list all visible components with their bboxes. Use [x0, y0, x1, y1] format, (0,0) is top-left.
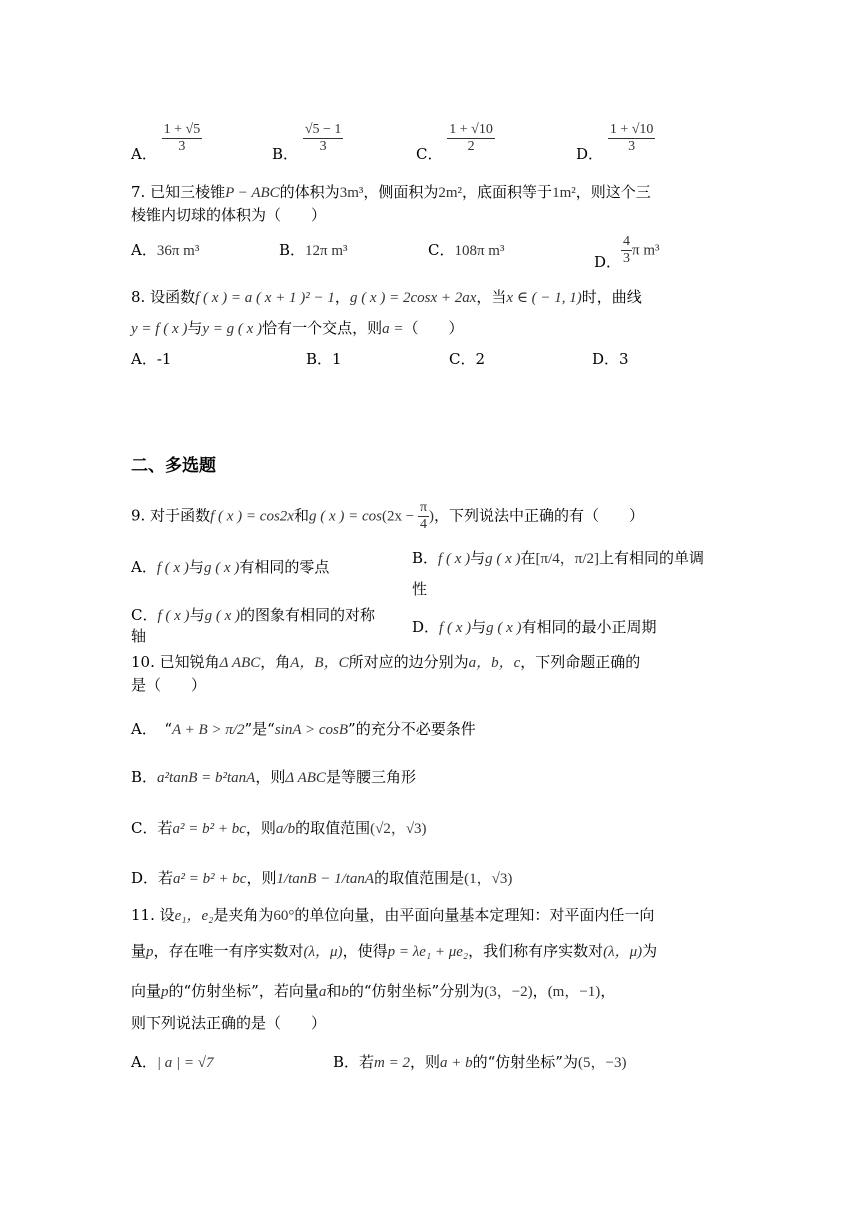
- q11-option-a: A．| a | = √7: [131, 1053, 214, 1071]
- q9-option-c-wrap: 轴: [131, 627, 147, 645]
- q7-line-1: 7. 已知三棱锥P − ABC的体积为3m³，侧面积为2m²，底面积等于1m²，则这个三: [131, 183, 651, 201]
- q6-option-c-fraction: $\frac{1 + √10}{2}$: [449, 122, 493, 154]
- q7-option-d-fraction: $\frac{4}{3}$: [623, 234, 631, 266]
- q10-line-2: 是（ ）: [131, 676, 207, 694]
- q10-option-c: C．若a² = b² + bc，则a/b的取值范围(√2，√3): [131, 819, 427, 837]
- q9-option-b: B．f ( x )与g ( x )在[π/4，π/2]上有相同的单调: [412, 549, 705, 567]
- q6-option-a: A． $\frac{1 + √5}{3}$: [131, 122, 201, 163]
- q6-option-c: C． $\frac{1 + √10}{2}$: [416, 122, 493, 163]
- q8-option-c: C．2: [449, 350, 486, 368]
- q9-option-a: A．f ( x )与g ( x )有相同的零点: [131, 558, 330, 576]
- q8-line-1: 8. 设函数f ( x ) = a ( x + 1 )² − 1，g ( x ) = 2cosx + 2ax，当x ∈ ( − 1, 1)时，曲线: [131, 288, 642, 306]
- q6-option-b-fraction: $\frac{√5 - 1}{3}$: [304, 122, 342, 154]
- q7-option-a: A．36π m³: [131, 241, 200, 259]
- q7-option-c: C．108π m³: [428, 241, 505, 259]
- q7-line-2: 棱锥内切球的体积为（ ）: [131, 206, 327, 224]
- q9-option-c: C．f ( x )与g ( x )的图象有相同的对称: [131, 606, 375, 624]
- q11-line-2: 量p，存在唯一有序实数对(λ，μ)，使得p = λe₁ + μe₂，我们称有序实数对(λ，μ)为: [131, 942, 658, 960]
- q8-option-a: A．-1: [131, 350, 172, 368]
- q11-line-4: 则下列说法正确的是（ ）: [131, 1014, 327, 1032]
- q10-option-a: A． “A + B > π/2”是“sinA > cosB”的充分不必要条件: [131, 720, 476, 738]
- q7-option-d: D． $\frac{4}{3}$ π m³: [594, 234, 660, 271]
- q9-stem: 9. 对于函数f ( x ) = cos2x和g ( x ) = cos(2x − $\frac{\pi}{4}$ )，下列说法中正确的有（ ）: [131, 500, 645, 532]
- q6-option-b: B． $\frac{√5 - 1}{3}$: [272, 122, 342, 163]
- q10-option-b: B．a²tanB = b²tanA，则Δ ABC是等腰三角形: [131, 768, 416, 786]
- q9-option-b-wrap: 性: [412, 580, 428, 598]
- q9-option-d: D．f ( x )与g ( x )有相同的最小正周期: [412, 618, 657, 636]
- q6-option-d-fraction: $\frac{1 + √10}{3}$: [609, 122, 654, 154]
- q11-option-b: B．若m = 2，则a + b的“仿射坐标”为(5，−3): [333, 1053, 627, 1071]
- q7-option-b: B．12π m³: [279, 241, 348, 259]
- q10-option-d: D．若a² = b² + bc，则1/tanB − 1/tanA的取值范围是(1，√3): [131, 869, 513, 887]
- q8-line-2: y = f ( x )与y = g ( x )恰有一个交点，则a =（ ）: [131, 319, 464, 337]
- q11-line-1: 11. 设e₁，e₂是夹角为60°的单位向量，由平面向量基本定理知：对平面内任一向: [131, 906, 655, 924]
- q10-line-1: 10. 已知锐角Δ ABC，角A，B，C所对应的边分别为a，b，c，下列命题正确的: [131, 653, 641, 671]
- q9-pi-over-4: $\frac{\pi}{4}$: [419, 500, 428, 532]
- q8-option-d: D．3: [592, 350, 629, 368]
- q6-option-d: D． $\frac{1 + √10}{3}$: [576, 122, 654, 163]
- section-title: 二、多选题: [131, 456, 216, 476]
- q8-option-b: B．1: [306, 350, 342, 368]
- q6-option-a-fraction: $\frac{1 + √5}{3}$: [163, 122, 201, 154]
- q11-line-3: 向量p的“仿射坐标”，若向量a和b的“仿射坐标”分别为(3，−2)，(m，−1)，: [131, 982, 616, 1000]
